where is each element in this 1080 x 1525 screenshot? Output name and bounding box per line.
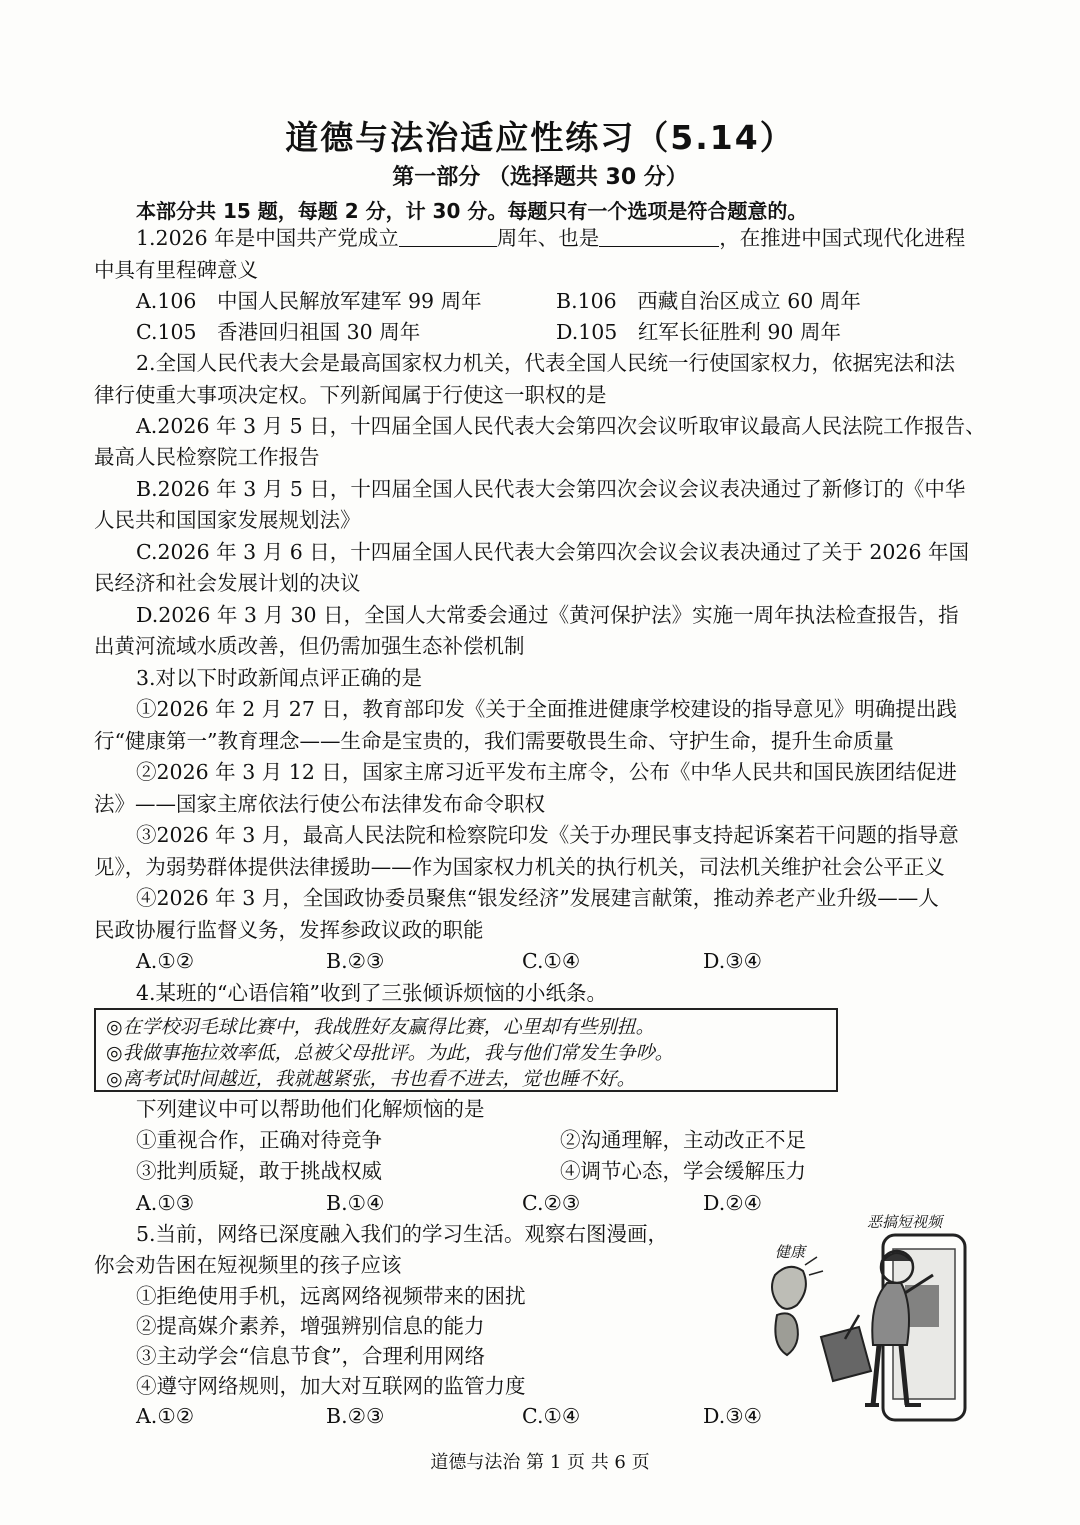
- cartoon-label-prank-video: 恶搞短视频: [867, 1213, 943, 1231]
- q5-statement-2: ②提高媒介素养，增强辨别信息的能力: [136, 1314, 485, 1338]
- q5-statement-4: ④遵守网络规则，加大对互联网的监管力度: [136, 1374, 526, 1398]
- q5-statement-3: ③主动学会“信息节食”，合理利用网络: [136, 1344, 485, 1368]
- q4-suggestion-3: ③批判质疑，敢于挑战权威: [136, 1159, 382, 1183]
- q3-statement-3-line-2: 见》，为弱势群体提供法律援助——作为国家权力机关的执行机关，司法机关维护社会公平正义: [94, 855, 945, 879]
- q5-stem-line-2: 你会劝告困在短视频里的孩子应该: [94, 1253, 402, 1277]
- q2-option-d-line-2: 出黄河流域水质改善，但仍需加强生态补偿机制: [94, 634, 525, 658]
- q2-stem-line-2: 律行使重大事项决定权。下列新闻属于行使这一职权的是: [94, 383, 607, 407]
- q4-note-3: ◎离考试时间越近，我就越紧张，书也看不进去，觉也睡不好。: [106, 1068, 636, 1090]
- q3-statement-1-line-1: ①2026 年 2 月 27 日，教育部印发《关于全面推进健康学校建设的指导意见》明确提出践: [136, 697, 957, 721]
- q4-option-b: B.①④: [326, 1191, 385, 1215]
- instructions: 本部分共 15 题，每题 2 分，计 30 分。每题只有一个选项是符合题意的。: [136, 199, 808, 223]
- q4-prompt: 下列建议中可以帮助他们化解烦恼的是: [136, 1097, 485, 1121]
- cartoon-label-health: 健康: [775, 1243, 806, 1261]
- q4-option-d: D.②④: [703, 1191, 762, 1215]
- q3-statement-4-line-1: ④2026 年 3 月，全国政协委员聚焦“银发经济”发展建言献策，推动养老产业升级——人: [136, 886, 939, 910]
- q4-note-1: ◎在学校羽毛球比赛中，我战胜好友赢得比赛，心里却有些别扭。: [106, 1016, 655, 1038]
- q3-option-c: C.①④: [522, 949, 581, 973]
- q5-stem-line-1: 5.当前，网络已深度融入我们的学习生活。观察右图漫画，: [136, 1222, 669, 1246]
- q4-option-c: C.②③: [522, 1191, 581, 1215]
- q1-option-c: C.105 香港回归祖国 30 周年: [136, 320, 421, 344]
- q3-stem: 3.对以下时政新闻点评正确的是: [136, 666, 423, 690]
- q1-option-a: A.106 中国人民解放军建军 99 周年: [136, 289, 482, 313]
- cartoon-drawing: [755, 1205, 985, 1425]
- q4-notes-box: [94, 1008, 838, 1092]
- q3-statement-4-line-2: 民政协履行监督义务，发挥参政议政的职能: [94, 918, 484, 942]
- page-footer: 道德与法治 第 1 页 共 6 页: [430, 1452, 650, 1473]
- q3-statement-2-line-2: 法》——国家主席依法行使公布法律发布命令职权: [94, 792, 545, 816]
- section-heading: 第一部分 （选择题共 30 分）: [392, 165, 688, 190]
- q1-text-2: 周年、也是: [496, 226, 600, 250]
- q2-option-b-line-2: 人民共和国国家发展规划法》: [94, 508, 361, 532]
- q2-option-c-line-2: 民经济和社会发展计划的决议: [94, 571, 361, 595]
- q5-option-a: A.①②: [136, 1404, 195, 1428]
- q4-suggestion-2: ②沟通理解，主动改正不足: [560, 1128, 806, 1152]
- q4-option-a: A.①③: [136, 1191, 195, 1215]
- q1-option-b: B.106 西藏自治区成立 60 周年: [556, 289, 861, 313]
- q3-statement-2-line-1: ②2026 年 3 月 12 日，国家主席习近平发布主席令，公布《中华人民共和国民族团结促进: [136, 760, 957, 784]
- q2-option-a-line-1: A.2026 年 3 月 5 日，十四届全国人民代表大会第四次会议听取审议最高人民法院工作报告、: [136, 414, 986, 438]
- q1-text-3: ，在推进中国式现代化进程: [719, 226, 966, 250]
- q5-option-c: C.①④: [522, 1404, 581, 1428]
- q5-statement-1: ①拒绝使用手机，远离网络视频带来的困扰: [136, 1284, 526, 1308]
- q2-option-b-line-1: B.2026 年 3 月 5 日，十四届全国人民代表大会第四次会议会议表决通过了新修订的《中华: [136, 477, 966, 501]
- q3-option-d: D.③④: [703, 949, 762, 973]
- q5-option-d: D.③④: [703, 1404, 762, 1428]
- q1-stem-line-2: 中具有里程碑意义: [94, 258, 258, 282]
- q4-note-2: ◎我做事拖拉效率低，总被父母批评。为此，我与他们常发生争吵。: [106, 1042, 674, 1064]
- q2-option-a-line-2: 最高人民检察院工作报告: [94, 445, 320, 469]
- q3-option-a: A.①②: [136, 949, 195, 973]
- q4-stem: 4.某班的“心语信箱”收到了三张倾诉烦恼的小纸条。: [136, 981, 608, 1005]
- q1-blank-2: [599, 226, 719, 247]
- q2-option-d-line-1: D.2026 年 3 月 30 日，全国人大常委会通过《黄河保护法》实施一周年执法检查报告，指: [136, 603, 959, 627]
- q4-suggestion-4: ④调节心态，学会缓解压力: [560, 1159, 806, 1183]
- q3-statement-1-line-2: 行“健康第一”教育理念——生命是宝贵的，我们需要敬畏生命、守护生命，提升生命质量: [94, 729, 894, 753]
- q2-option-c-line-1: C.2026 年 3 月 6 日，十四届全国人民代表大会第四次会议会议表决通过了关于 2026 年国: [136, 540, 970, 564]
- q3-statement-3-line-1: ③2026 年 3 月，最高人民法院和检察院印发《关于办理民事支持起诉案若干问题的指导意: [136, 823, 959, 847]
- page-title: 道德与法治适应性练习（5.14）: [285, 118, 795, 157]
- cartoon-illustration: [755, 1205, 985, 1425]
- question-1-stem: [136, 223, 965, 253]
- q4-suggestion-1: ①重视合作，正确对待竞争: [136, 1128, 382, 1152]
- q3-option-b: B.②③: [326, 949, 385, 973]
- q5-option-b: B.②③: [326, 1404, 385, 1428]
- q1-blank-1: [399, 226, 497, 247]
- q1-text-1: 1.2026 年是中国共产党成立: [136, 226, 399, 250]
- q2-stem-line-1: 2.全国人民代表大会是最高国家权力机关，代表全国人民统一行使国家权力，依据宪法和法: [136, 351, 956, 375]
- q1-option-d: D.105 红军长征胜利 90 周年: [556, 320, 841, 344]
